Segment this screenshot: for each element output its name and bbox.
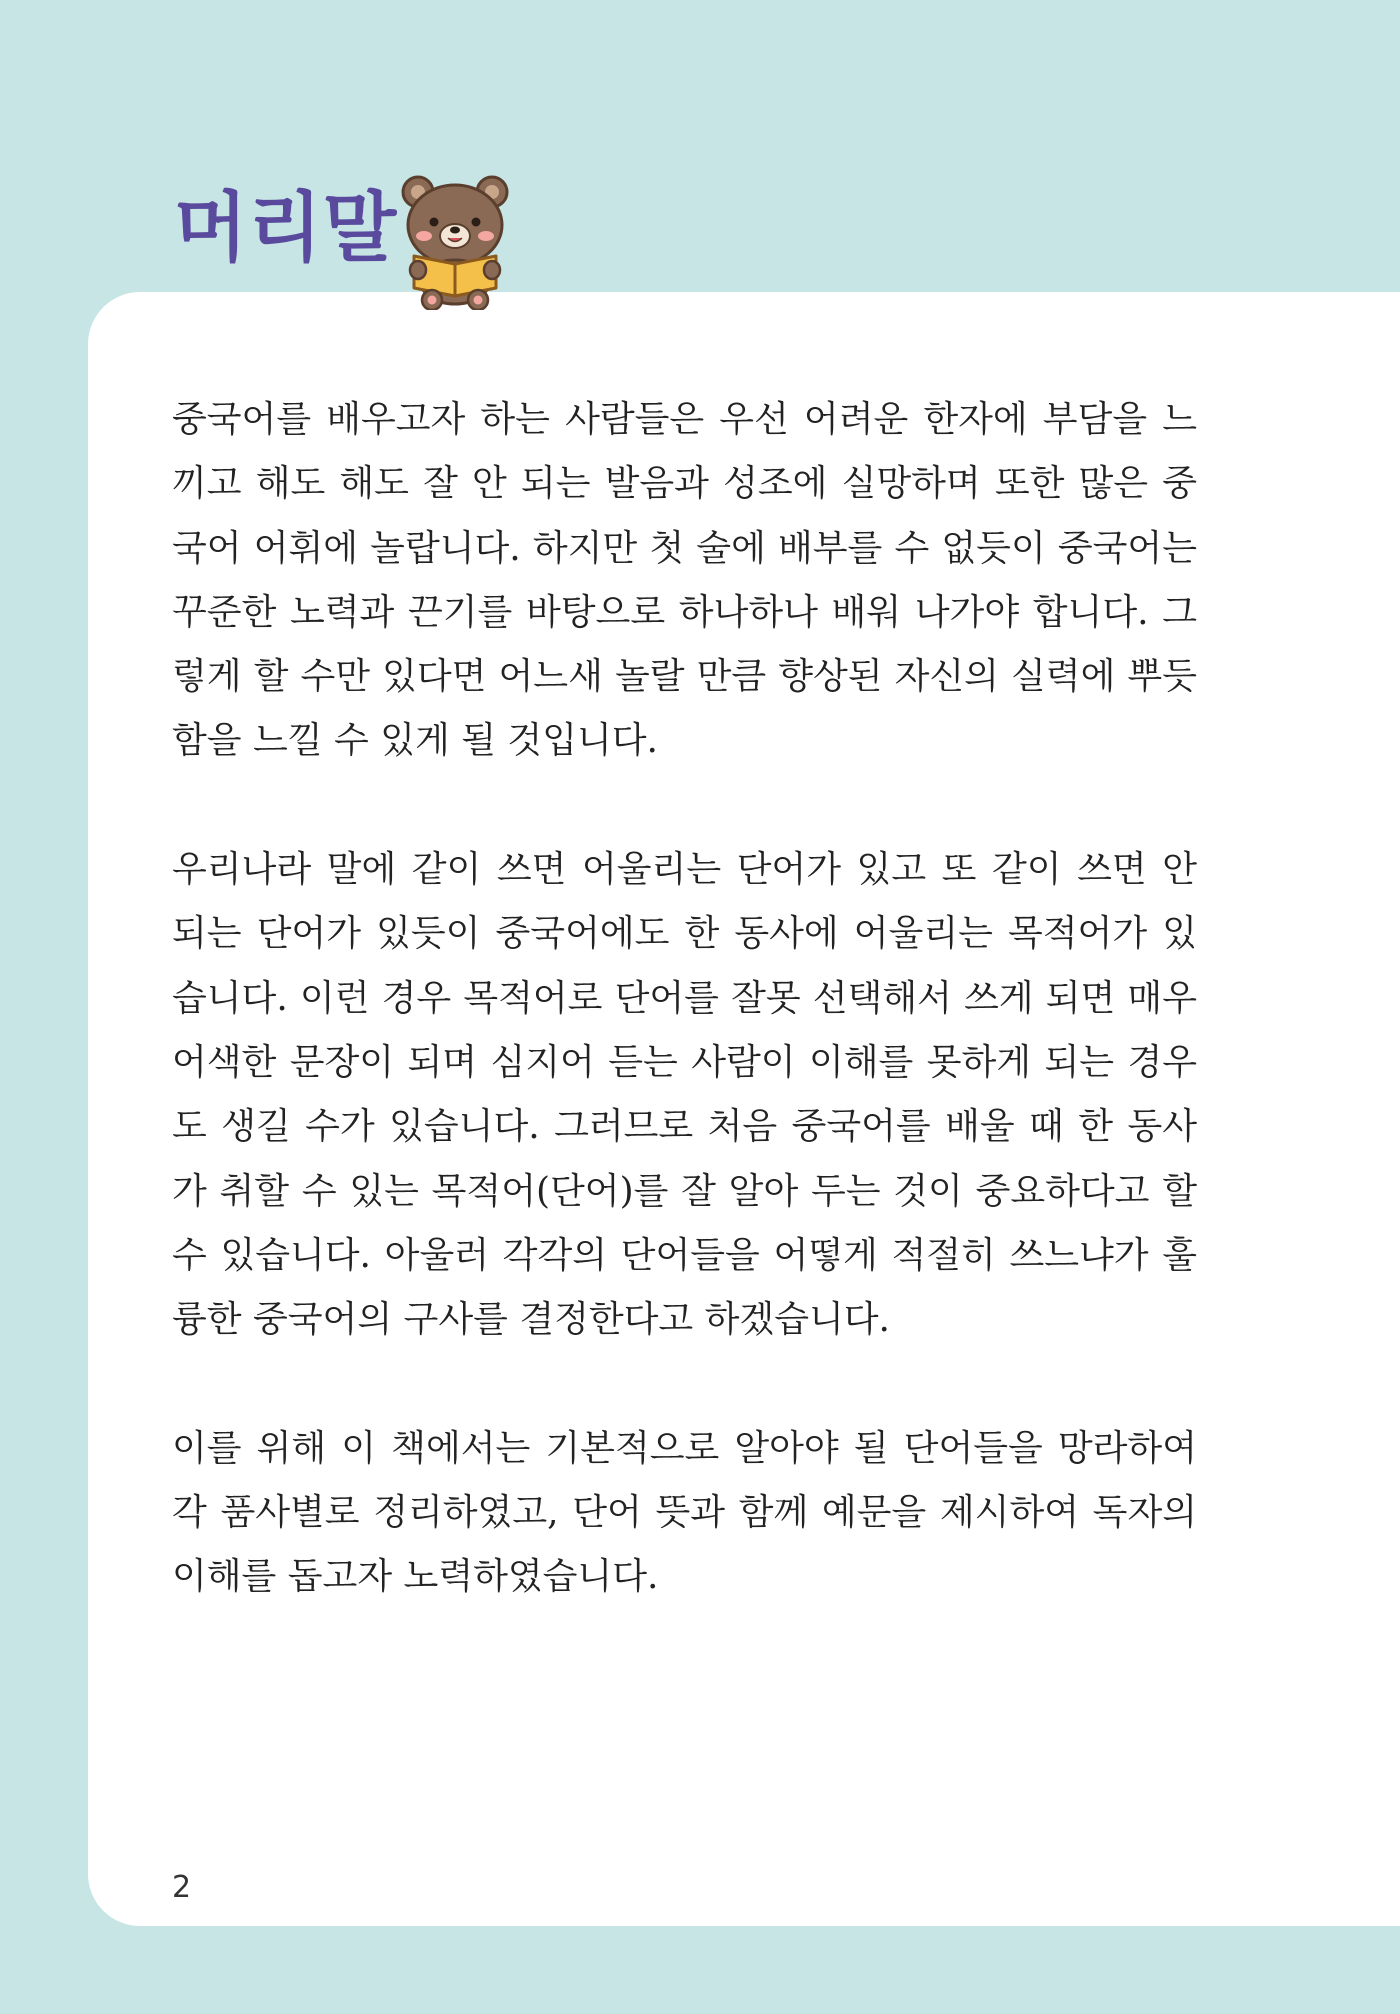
page-number: 2	[172, 1870, 192, 1905]
preface-body	[172, 388, 1197, 1674]
paragraph: 이를 위해 이 책에서는 기본적으로 알아야 될 단어들을 망라하여 각 품사별로 정리하였고, 단어 뜻과 함께 예문을 제시하여 독자의 이해를 돕고자 노력하였습니다.	[172, 1427, 1197, 1598]
paragraph: 중국어를 배우고자 하는 사람들은 우선 어려운 한자에 부담을 느끼고 해도 해도 잘 안 되는 발음과 성조에 실망하며 또한 많은 중국어 어휘에 놀랍니다. 하지만 첫 술에 배부를 수 없듯이 중국어는 꾸준한 노력과 끈기를 바탕으로 하나하나 배워 나가야 합니다. 그렇게 할 수만 있다면 어느새 놀랄 만큼 향상된 자신의 실력에 뿌듯함을 느낄 수 있게 될 것입니다.	[172, 399, 1197, 762]
bear-reading-book-icon	[400, 170, 510, 310]
paragraph: 우리나라 말에 같이 쓰면 어울리는 단어가 있고 또 같이 쓰면 안 되는 단어가 있듯이 중국어에도 한 동사에 어울리는 목적어가 있습니다. 이런 경우 목적어로 단어를 잘못 선택해서 쓰게 되면 매우 어색한 문장이 되며 심지어 듣는 사람이 이해를 못하게 되는 경우도 생길 수가 있습니다. 그러므로 처음 중국어를 배울 때 한 동사가 취할 수 있는 목적어(단어)를 잘 알아 두는 것이 중요하다고 할 수 있습니다. 아울러 각각의 단어들을 어떻게 적절히 쓰느냐가 훌륭한 중국어의 구사를 결정한다고 하겠습니다.	[172, 849, 1197, 1341]
page-title: 머리말	[174, 183, 398, 272]
